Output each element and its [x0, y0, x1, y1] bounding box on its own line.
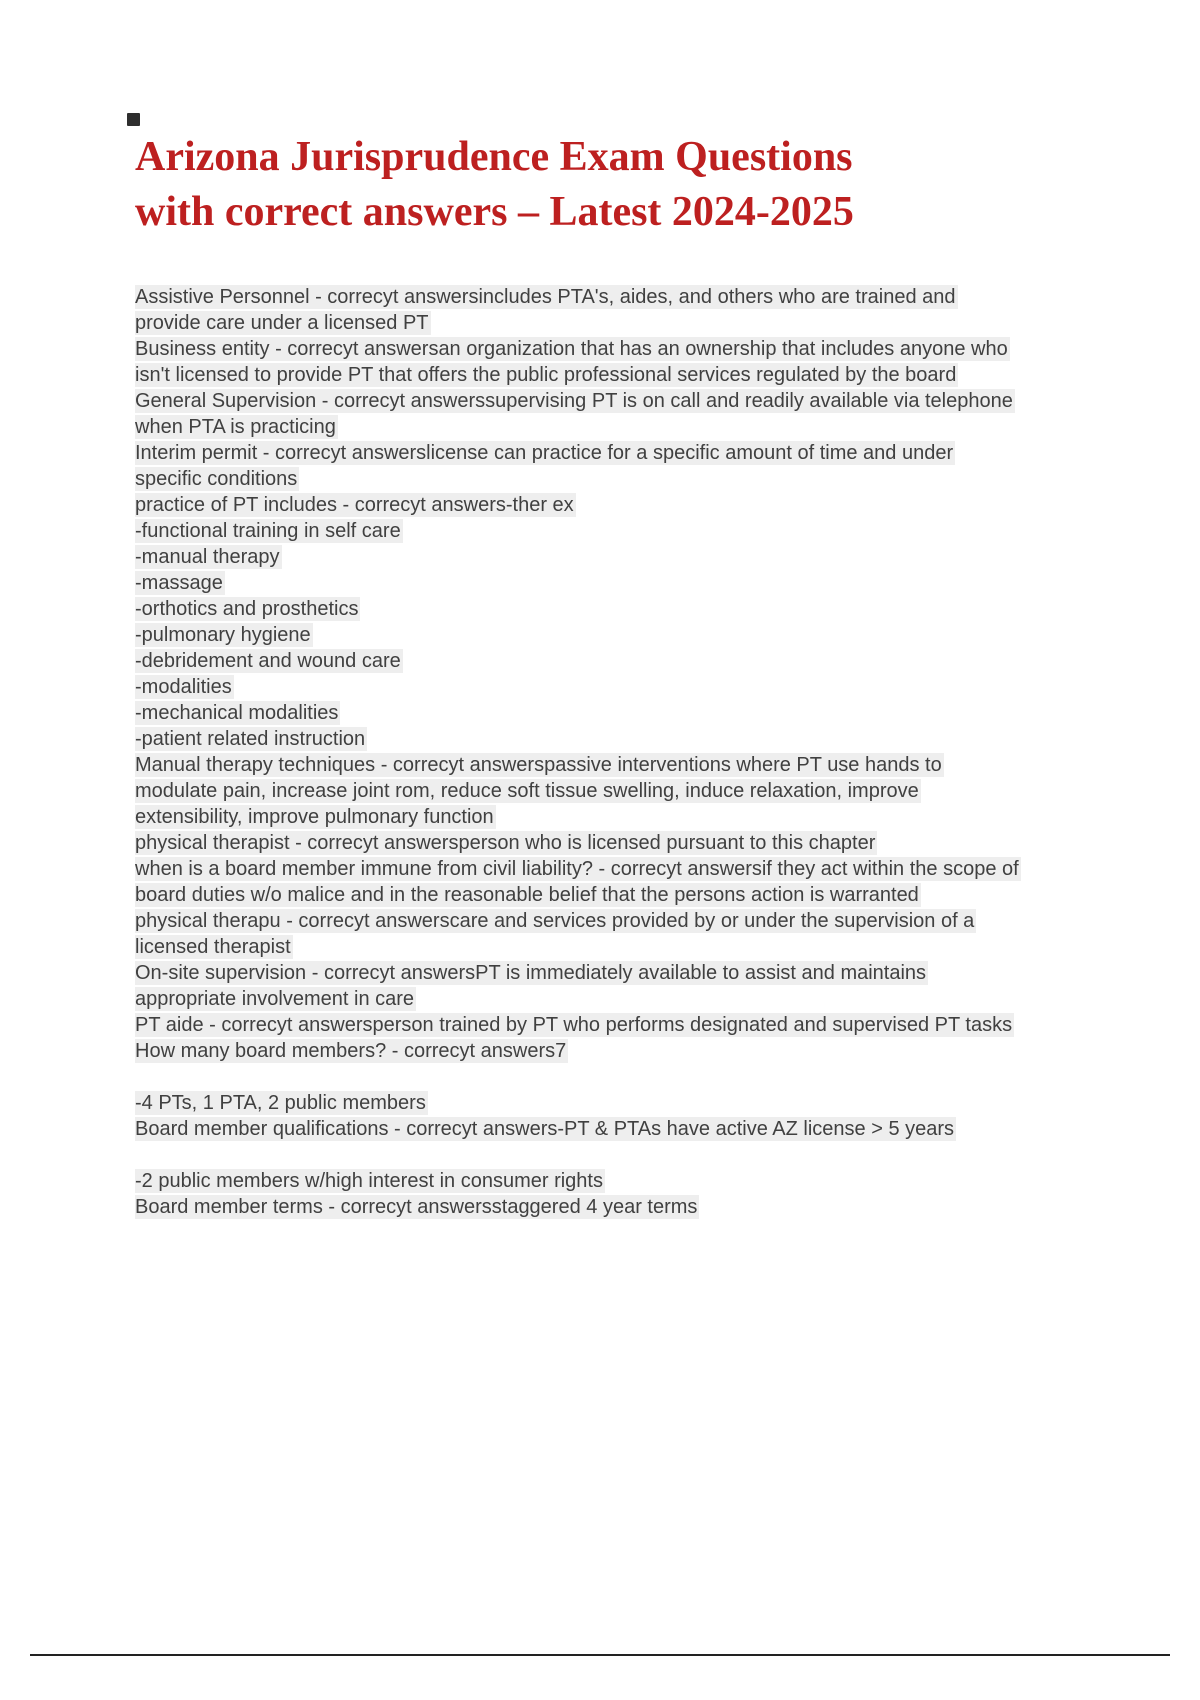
paragraph [135, 622, 1019, 648]
paragraph [135, 440, 1019, 492]
paragraph-text: Board member terms - correcyt answersstaggered 4 year terms [135, 1196, 698, 1218]
paragraph [135, 492, 1019, 518]
paragraph [135, 674, 1019, 700]
paragraph-text: -4 PTs, 1 PTA, 2 public members [135, 1092, 426, 1114]
paragraph-text: PT aide - correcyt answersperson trained by PT who performs designated and supervised PT tasks [135, 1014, 1013, 1036]
paragraph-spacer [135, 1142, 1019, 1168]
paragraph-text: -modalities [135, 676, 232, 698]
paragraph [135, 1116, 1019, 1142]
document-title [135, 130, 1055, 240]
document-title-line-1: Arizona Jurisprudence Exam Questions [135, 134, 853, 180]
paragraph-text: Manual therapy techniques - correcyt answerspassive interventions where PT use hands to modulate pain, increase joint rom, reduce soft tissue swelling, induce relaxation, improve extensibility, improve pulmonary function [135, 754, 942, 828]
paragraph [135, 700, 1019, 726]
paragraph-text: -2 public members w/high interest in consumer rights [135, 1170, 603, 1192]
paragraph-text: physical therapist - correcyt answersperson who is licensed pursuant to this chapter [135, 832, 876, 854]
paragraph [135, 648, 1019, 674]
paragraph [135, 1038, 1019, 1064]
paragraph [135, 596, 1019, 622]
paragraph-text: Interim permit - correcyt answerslicense can practice for a specific amount of time and under specific conditions [135, 442, 954, 490]
document-title-line-2: with correct answers – Latest 2024-2025 [135, 189, 854, 235]
paragraph-text: -debridement and wound care [135, 650, 401, 672]
paragraph [135, 830, 1019, 856]
paragraph-text: Business entity - correcyt answersan organization that has an ownership that includes anyone who isn't licensed to provide PT that offers the public professional services regulated by the board [135, 338, 1008, 386]
paragraph-text: On-site supervision - correcyt answersPT is immediately available to assist and maintains appropriate involvement in care [135, 962, 927, 1010]
paragraph [135, 1194, 1019, 1220]
paragraph [135, 726, 1019, 752]
paragraph [135, 518, 1019, 544]
paragraph [135, 752, 1019, 830]
paragraph-text: when is a board member immune from civil liability? - correcyt answersif they act within the scope of board duties w/o malice and in the reasonable belief that the persons action is warranted [135, 858, 1019, 906]
paragraph [135, 960, 1019, 1012]
paragraph [135, 388, 1019, 440]
paragraph-text: Board member qualifications - correcyt answers-PT & PTAs have active AZ license > 5 years [135, 1118, 955, 1140]
paragraph-text: -patient related instruction [135, 728, 366, 750]
paragraph [135, 570, 1019, 596]
paragraph-text: Assistive Personnel - correcyt answersincludes PTA's, aides, and others who are trained and provide care under a licensed PT [135, 286, 956, 334]
paragraph-text: physical therapu - correcyt answerscare and services provided by or under the supervision of a licensed therapist [135, 910, 975, 958]
footer-divider [30, 1654, 1170, 1656]
paragraph-text: -orthotics and prosthetics [135, 598, 359, 620]
paragraph [135, 544, 1019, 570]
paragraph-text: -functional training in self care [135, 520, 401, 542]
page-corner-mark [127, 113, 140, 126]
paragraph [135, 856, 1019, 908]
paragraph-text: -manual therapy [135, 546, 280, 568]
paragraph-text: -pulmonary hygiene [135, 624, 311, 646]
paragraph [135, 284, 1019, 336]
paragraph [135, 1012, 1019, 1038]
paragraph-text: How many board members? - correcyt answers7 [135, 1040, 567, 1062]
paragraph [135, 1168, 1019, 1194]
paragraph [135, 908, 1019, 960]
paragraph-text: General Supervision - correcyt answerssupervising PT is on call and readily available via telephone when PTA is practicing [135, 390, 1013, 438]
paragraph [135, 1090, 1019, 1116]
paragraph-text: practice of PT includes - correcyt answers-ther ex [135, 494, 574, 516]
document-body [135, 284, 1019, 1220]
paragraph [135, 336, 1019, 388]
paragraph-spacer [135, 1064, 1019, 1090]
paragraph-text: -mechanical modalities [135, 702, 339, 724]
paragraph-text: -massage [135, 572, 223, 594]
